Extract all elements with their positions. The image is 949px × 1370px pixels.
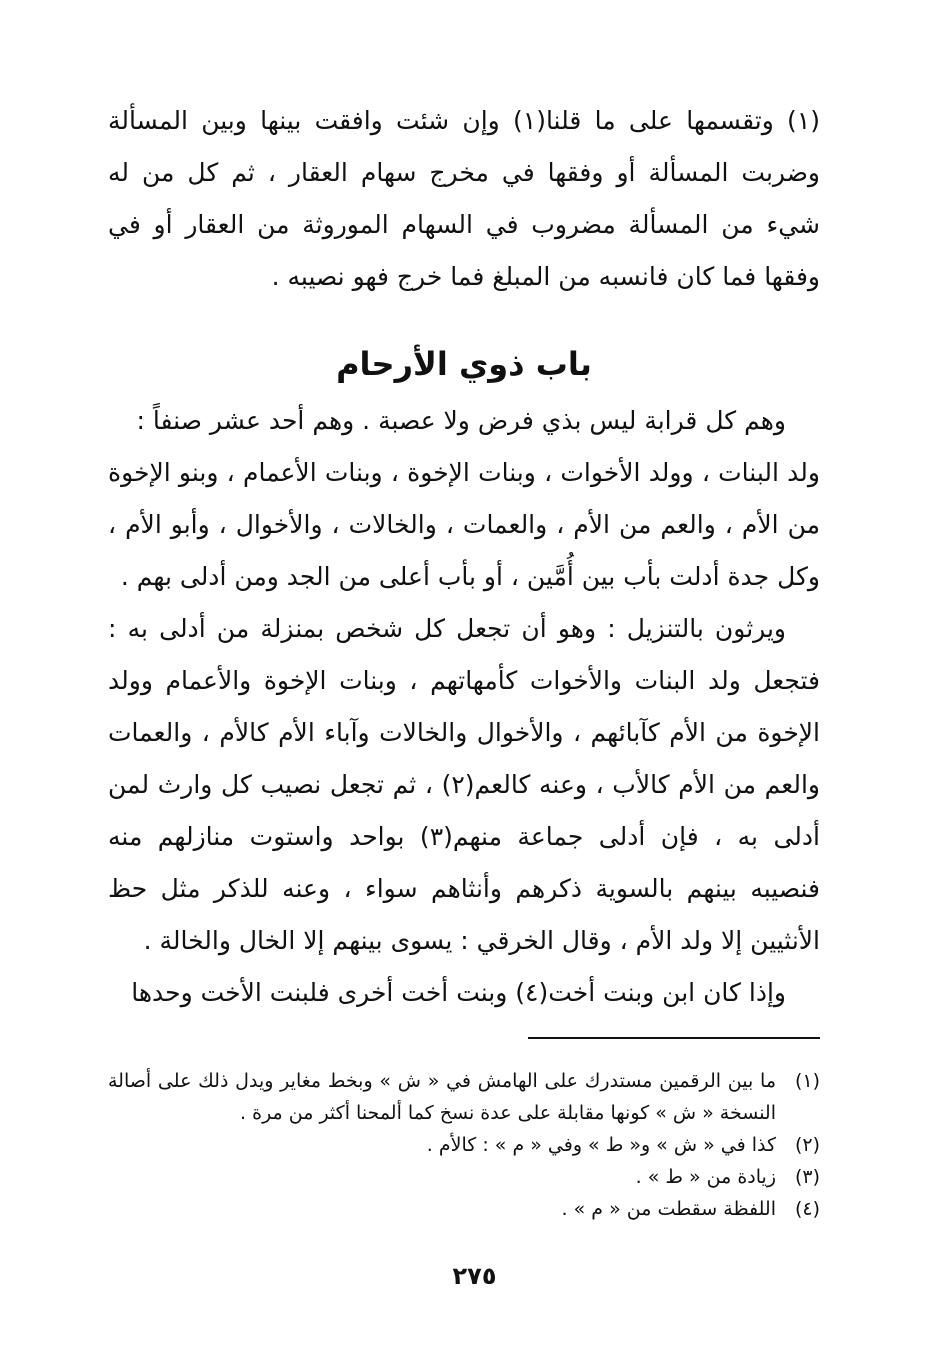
page-body	[108, 95, 820, 1225]
footnote-number: (٤)	[794, 1198, 820, 1220]
footnote-text: كذا في « ش » و« ط » وفي « م » : كالأم .	[426, 1134, 776, 1156]
intro-paragraph: (١) وتقسمها على ما قلنا(١) وإن شئت وافقت بينها وبين المسألة وضربت المسألة أو وفقها في مخرج سهام العقار ، ثم كل من له شيء من المسألة مضروب في السهام الموروثة من العقار أو في وفقها فما كان فانسبه من المبلغ فما خرج فهو نصيبه .	[108, 106, 821, 291]
footnote-number: (١)	[794, 1070, 820, 1092]
footnote-number: (٣)	[794, 1166, 820, 1188]
footnote-separator	[528, 1037, 820, 1039]
chapter-heading: باب ذوي الأرحام	[336, 345, 592, 383]
page-number: ٢٧٥	[452, 1262, 497, 1290]
paragraph: وإذا كان ابن وبنت أخت(٤) وبنت أخت أخرى فلبنت الأخت وحدها	[131, 978, 786, 1007]
paragraph: ويرثون بالتنزيل : وهو أن تجعل كل شخص بمنزلة من أدلى به : فتجعل ولد البنات والأخوات كأمهاتهم ، وبنات الإخوة والأعمام وولد الإخوة من الأم كآبائهم ، والأخوال والخالات وآباء الأم كالأم ، والعمات والعم من الأم كالأب ، وعنه كالعم(٢) ، ثم تجعل نصيب كل وارث لمن أدلى به ، فإن أدلى جماعة منهم(٣) بواحد واستوت منازلهم منه فنصيبه بينهم بالسوية ذكرهم وأنثاهم سواء ، وعنه للذكر مثل حظ الأنثيين إلا ولد الأم ، وقال الخرقي : يسوى بينهم إلا الخال والخالة .	[108, 614, 820, 955]
footnote-item	[108, 1193, 820, 1225]
footnote-item	[108, 1161, 820, 1193]
footnote-text: زيادة من « ط » .	[635, 1166, 776, 1188]
footnote-item	[108, 1129, 820, 1161]
footnote-number: (٢)	[794, 1134, 820, 1156]
footnotes	[108, 1065, 820, 1225]
paragraph: وهم كل قرابة ليس بذي فرض ولا عصبة . وهم أحد عشر صنفاً :	[136, 406, 786, 435]
footnote-text: ما بين الرقمين مستدرك على الهامش في « ش » وبخط مغاير ويدل ذلك على أصالة النسخة « ش » كونها مقابلة على عدة نسخ كما ألمحنا أكثر من مرة .	[108, 1070, 776, 1124]
footnote-text: اللفظة سقطت من « م » .	[561, 1198, 776, 1220]
footnote-item	[108, 1065, 820, 1129]
paragraph: ولد البنات ، وولد الأخوات ، وبنات الإخوة ، وبنات الأعمام ، وبنو الإخوة من الأم ، والعم من الأم ، والعمات ، والخالات ، والأخوال ، وأبو الأم ، وكل جدة أدلت بأب بين أُمَّين ، أو بأب أعلى من الجد ومن أدلى بهم .	[108, 458, 820, 591]
